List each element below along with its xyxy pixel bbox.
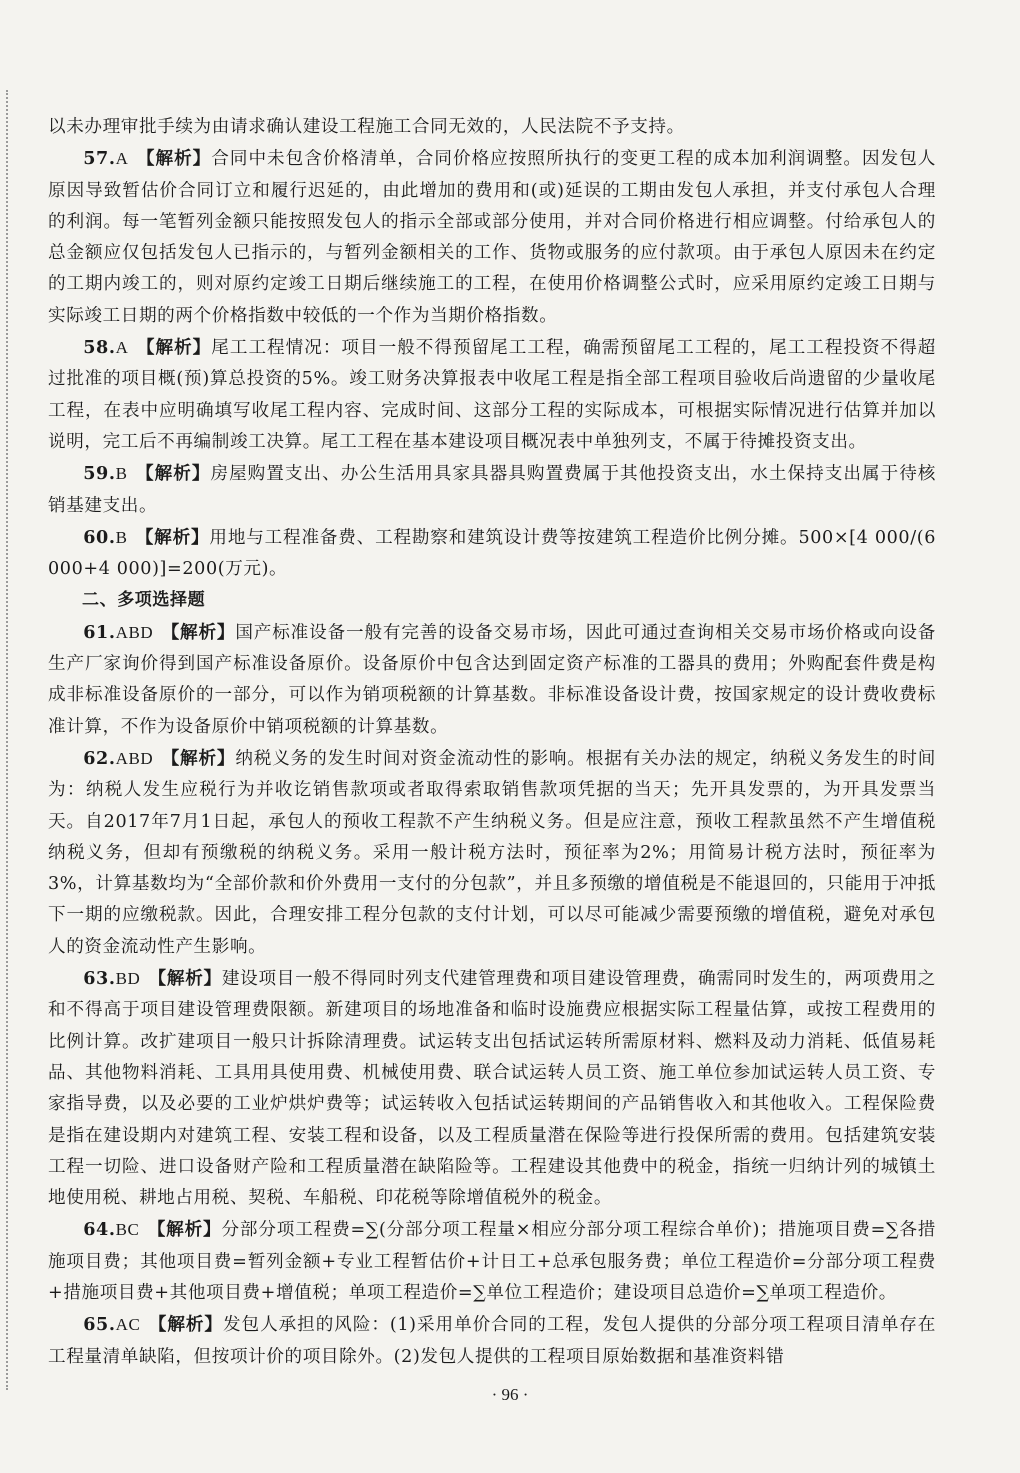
item-number: 60. <box>83 526 116 548</box>
analysis-tag: 【解析】 <box>147 1219 222 1241</box>
item-answer: A <box>115 149 129 169</box>
answer-item-61 <box>48 617 936 743</box>
item-number: 64. <box>83 1219 116 1241</box>
item-number: 57. <box>83 148 116 170</box>
analysis-tag: 【解析】 <box>161 621 236 643</box>
item-number: 58. <box>83 337 116 359</box>
item-text: 国产标准设备一般有完善的设备交易市场，因此可通过查询相关交易市场价格或向设备生产厂家询价得到国产标准设备原价。设备原价中包含达到固定资产标准的工器具的费用；外购配套件费是构成非标准设备原价的一部分，可以作为销项税额的计算基数。非标准设备设计费，按国家规定的设计费收费标准计算，不作为设备原价中销项税额的计算基数。 <box>48 622 936 737</box>
answer-item-60 <box>48 522 936 586</box>
analysis-tag: 【解析】 <box>148 1314 223 1336</box>
binding-margin <box>6 90 16 1390</box>
section-title: 二、多项选择题 <box>82 590 206 611</box>
item-number: 62. <box>83 747 116 769</box>
item-number: 59. <box>83 463 116 485</box>
answer-item-64 <box>48 1214 936 1309</box>
answer-item-65 <box>48 1309 936 1373</box>
page-number: · 96 · <box>491 1385 529 1404</box>
analysis-tag: 【解析】 <box>161 747 236 769</box>
answer-item-57 <box>48 143 936 332</box>
item-answer: BC <box>115 1220 140 1240</box>
item-answer: A <box>115 338 129 358</box>
analysis-tag: 【解析】 <box>136 337 212 359</box>
item-text: 尾工工程情况：项目一般不得预留尾工工程，确需预留尾工工程的，尾工工程投资不得超过批准的项目概(预)算总投资的5%。竣工财务决算报表中收尾工程是指全部工程项目验收后尚遗留的少量收尾工程，在表中应明确填写收尾工程内容、完成时间、这部分工程的实际成本，可根据实际情况进行估算并加以说明，完工后不再编制竣工决算。尾工工程在基本建设项目概况表中单独列支，不属于待摊投资支出。 <box>48 338 937 452</box>
answer-item-63 <box>48 963 936 1214</box>
item-answer: AC <box>115 1315 141 1335</box>
answer-item-62 <box>48 743 936 963</box>
analysis-tag: 【解析】 <box>135 526 210 548</box>
item-number: 61. <box>83 621 116 643</box>
analysis-tag: 【解析】 <box>135 463 211 485</box>
answer-item-58 <box>48 332 936 458</box>
item-text: 建设项目一般不得同时列支代建管理费和项目建设管理费，确需同时发生的，两项费用之和不得高于项目建设管理费限额。新建项目的场地准备和临时设施费应根据实际工程量估算，或按工程费用的比例计算。改扩建项目一般只计拆除清理费。试运转支出包括试运转所需原材料、燃料及动力消耗、低值易耗品、其他物料消耗、工具用具使用费、机械使用费、联合试运转人员工资、施工单位参加试运转人员工资、专家指导费，以及必要的工业炉烘炉费等；试运转收入包括试运转期间的产品销售收入和其他收入。工程保险费是指在建设期内对建筑工程、安装工程和设备，以及工程质量潜在保险等进行投保所需的费用。包括建筑安装工程一切险、进口设备财产险和工程质量潜在缺陷险等。工程建设其他费中的税金，指统一归纳计列的城镇土地使用税、耕地占用税、契税、车船税、印花税等除增值税外的税金。 <box>48 969 937 1209</box>
continuation-paragraph: 以未办理审批手续为由请求确认建设工程施工合同无效的，人民法院不予支持。 <box>48 117 685 137</box>
item-text: 纳税义务的发生时间对资金流动性的影响。根据有关办法的规定，纳税义务发生的时间为：纳税人发生应税行为并收讫销售款项或者取得索取销售款项凭据的当天；先开具发票的，为开具发票当天。自2017年7月1日起，承包人的预收工程款不产生纳税义务。但是应注意，预收工程款虽然不产生增值税纳税义务，但却有预缴税的纳税义务。采用一般计税方法时，预征率为2%；用简易计税方法时，预征率为3%，计算基数均为“全部价款和价外费用一支付的分包款”，并且多预缴的增值税是不能退回的，只能用于冲抵下一期的应缴税款。因此，合理安排工程分包款的支付计划，可以尽可能减少需要预缴的增值税，避免对承包人的资金流动性产生影响。 <box>48 748 936 957</box>
analysis-tag: 【解析】 <box>136 148 212 170</box>
item-text: 分部分项工程费=∑(分部分项工程量×相应分部分项工程综合单价)；措施项目费=∑各措施项目费；其他项目费=暂列金额+专业工程暂估价+计日工+总承包服务费；单位工程造价=分部分项工程费+措施项目费+其他项目费+增值税；单项工程造价=∑单位工程造价；建设项目总造价=∑单项工程造价。 <box>48 1220 936 1303</box>
item-text: 房屋购置支出、办公生活用具家具器具购置费属于其他投资支出，水土保持支出属于待核销基建支出。 <box>48 464 937 516</box>
analysis-tag: 【解析】 <box>148 968 222 990</box>
item-answer: ABD <box>115 622 154 642</box>
item-text: 合同中未包含价格清单，合同价格应按照所执行的变更工程的成本加利润调整。因发包人原因导致暂估价合同订立和履行迟延的，由此增加的费用和(或)延误的工期由发包人承担，并支付承包人合理的利润。每一笔暂列金额只能按照发包人的指示全部或部分使用，并对合同价格进行相应调整。付给承包人的总金额应仅包括发包人已指示的，与暂列金额相关的工作、货物或服务的应付款项。由于承包人原因未在约定的工期内竣工的，则对原约定竣工日期后继续施工的工程，在使用价格调整公式时，应采用原约定竣工日期与实际竣工日期的两个价格指数中较低的一个作为当期价格指数。 <box>48 149 937 326</box>
item-answer: BD <box>115 969 141 989</box>
item-number: 63. <box>83 968 116 990</box>
item-text: 用地与工程准备费、工程勘察和建筑设计费等按建筑工程造价比例分摊。500×[4 000/(6 000+4 000)]=200(万元)。 <box>48 527 936 580</box>
item-answer: B <box>115 464 128 484</box>
item-answer: ABD <box>115 748 154 768</box>
answer-item-59 <box>48 458 936 522</box>
item-text: 发包人承担的风险：(1)采用单价合同的工程，发包人提供的分部分项工程项目清单存在工程量清单缺陷，但按项计价的项目除外。(2)发包人提供的工程项目原始数据和基准资料错 <box>48 1315 936 1367</box>
item-answer: B <box>115 527 128 547</box>
page-content <box>48 112 936 1373</box>
item-number: 65. <box>83 1314 116 1336</box>
